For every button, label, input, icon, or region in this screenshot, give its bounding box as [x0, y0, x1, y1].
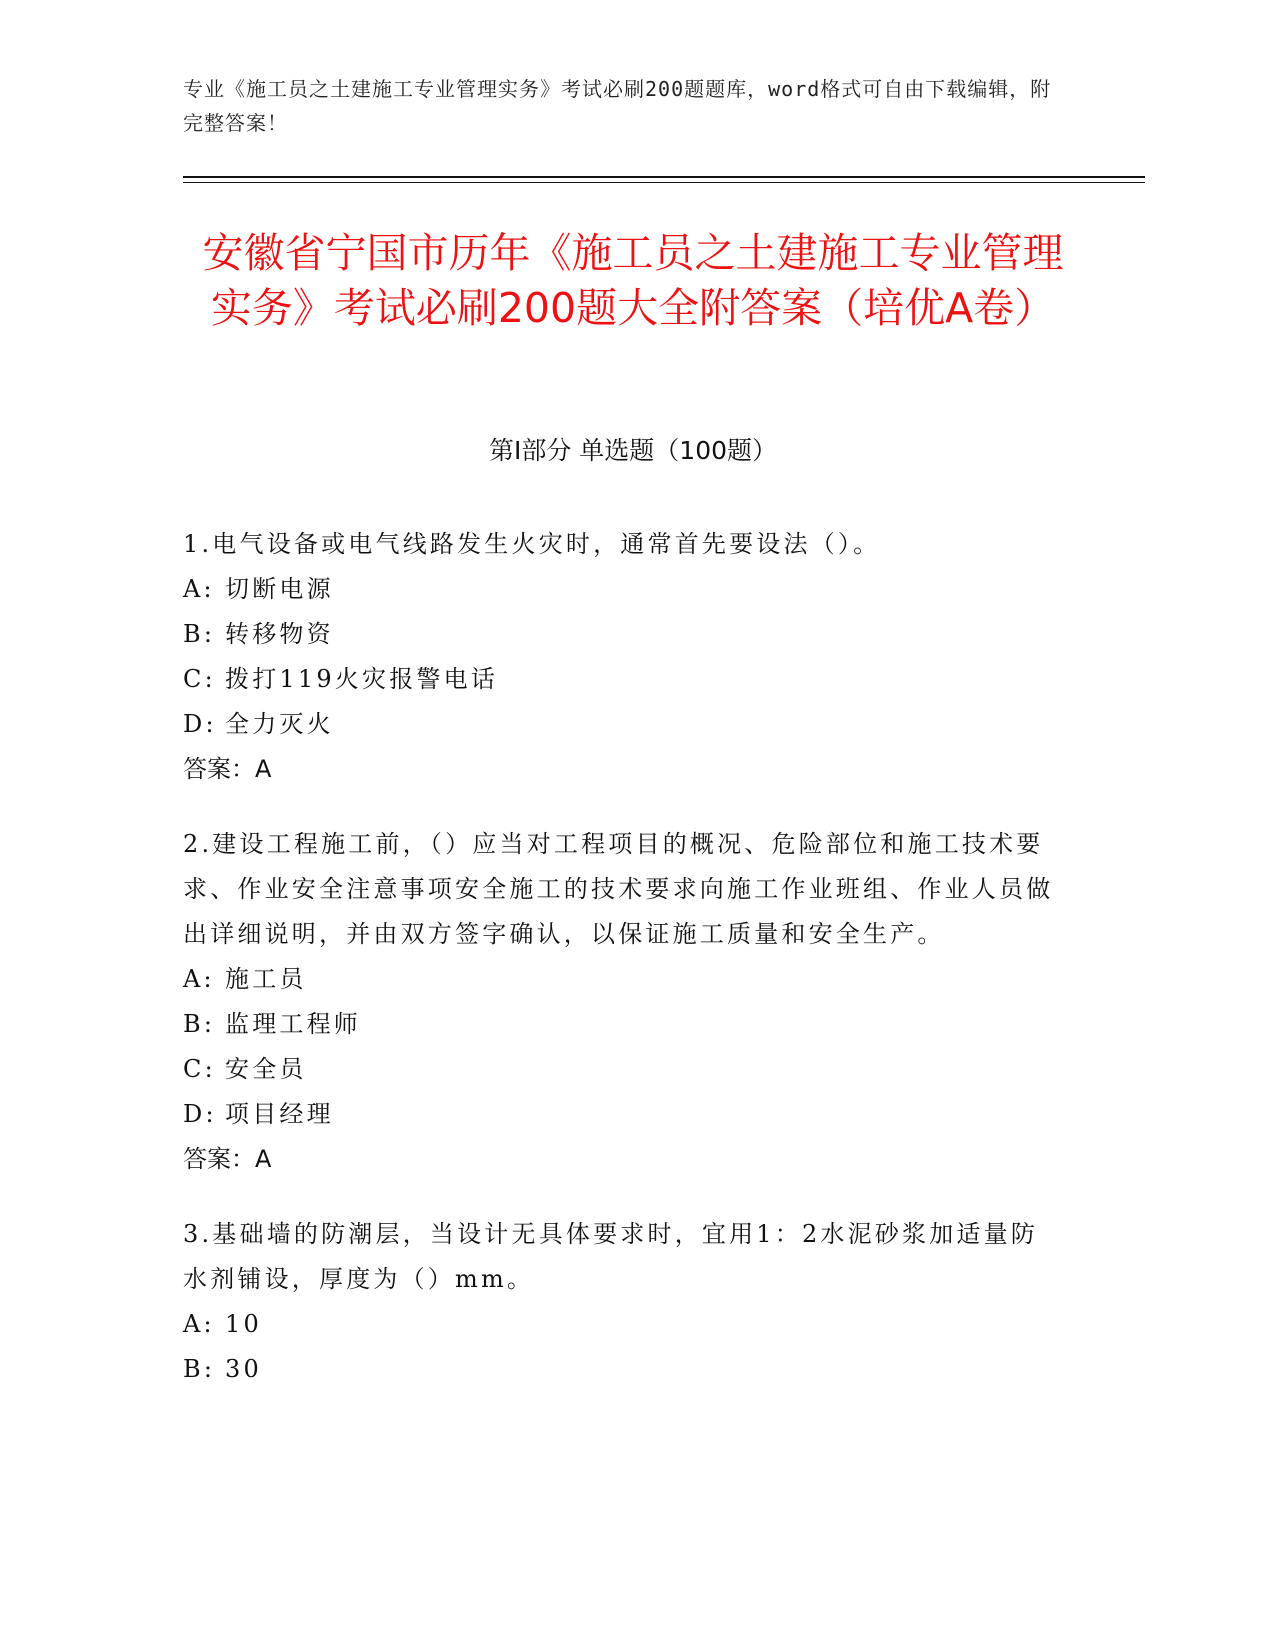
- option-b: [183, 1347, 1063, 1392]
- option-key: B:: [183, 620, 216, 648]
- option-key: A:: [183, 575, 215, 603]
- option-text: 10: [225, 1310, 262, 1338]
- option-d: [183, 702, 1063, 747]
- option-d: [183, 1092, 1063, 1137]
- option-b: [183, 1002, 1063, 1047]
- option-text: 全力灭火: [225, 710, 334, 738]
- option-key: B:: [183, 1010, 216, 1038]
- option-key: A:: [183, 965, 215, 993]
- option-text: 转移物资: [225, 620, 334, 648]
- option-key: D:: [183, 1100, 217, 1128]
- question-list: [183, 522, 1063, 1422]
- option-key: D:: [183, 710, 217, 738]
- question-stem: 1.电气设备或电气线路发生火灾时，通常首先要设法（）。: [183, 530, 881, 558]
- question-stem: 3.基础墙的防潮层，当设计无具体要求时，宜用1：2水泥砂浆加适量防水剂铺设，厚度为（）mm。: [183, 1220, 1039, 1293]
- header-note: 专业《施工员之土建施工专业管理实务》考试必刷200题题库，word格式可自由下载编辑，附完整答案！: [183, 77, 1052, 135]
- option-b: [183, 612, 1063, 657]
- answer-line: 答案：A: [183, 1145, 272, 1173]
- header-divider-thin: [183, 182, 1145, 183]
- option-c: [183, 1047, 1063, 1092]
- question-stem: 2.建设工程施工前，（）应当对工程项目的概况、危险部位和施工技术要求、作业安全注意事项安全施工的技术要求向施工作业班组、作业人员做出详细说明，并由双方签字确认，以保证施工质量和安全生产。: [183, 830, 1054, 948]
- option-text: 项目经理: [225, 1100, 334, 1128]
- option-key: C:: [183, 1055, 216, 1083]
- option-c: [183, 657, 1063, 702]
- option-text: 监理工程师: [225, 1010, 361, 1038]
- question-1: [183, 522, 1063, 792]
- answer-line: 答案：A: [183, 755, 272, 783]
- document-title: 安徽省宁国市历年《施工员之土建施工专业管理实务》考试必刷200题大全附答案（培优A卷）: [202, 229, 1064, 332]
- option-key: A:: [183, 1310, 215, 1338]
- option-key: B:: [183, 1355, 216, 1383]
- question-3: [183, 1212, 1063, 1392]
- option-text: 施工员: [225, 965, 307, 993]
- header-divider-thick: [183, 176, 1145, 178]
- option-key: C:: [183, 665, 216, 693]
- option-a: [183, 567, 1063, 612]
- question-2: [183, 822, 1063, 1182]
- option-text: 切断电源: [225, 575, 334, 603]
- option-text: 30: [225, 1355, 262, 1383]
- option-text: 安全员: [225, 1055, 307, 1083]
- option-a: [183, 1302, 1063, 1347]
- option-a: [183, 957, 1063, 1002]
- option-text: 拨打119火灾报警电话: [225, 665, 499, 693]
- section-heading: 第I部分 单选题（100题）: [488, 436, 778, 465]
